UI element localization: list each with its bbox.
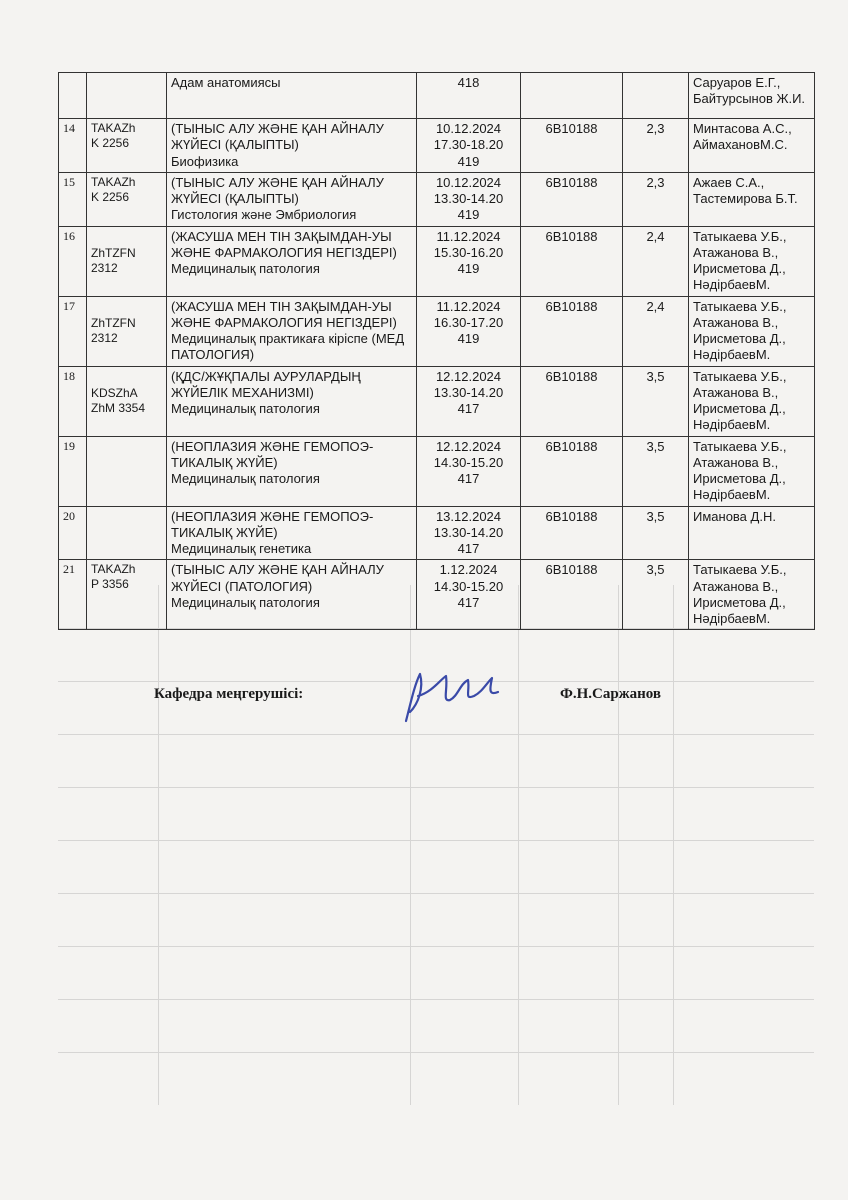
datetime-line: 17.30-18.20 (433, 137, 504, 153)
credits-cell: 2,4 (623, 226, 689, 296)
datetime-line: 10.12.2024 (435, 174, 502, 190)
teacher-name: Иманова Д.Н. (693, 508, 776, 524)
credits-cell (623, 73, 689, 119)
module-code-line: TAKAZh (91, 562, 136, 577)
module-code-cell (87, 73, 167, 119)
schedule-table (58, 72, 815, 630)
teacher-name: Татыкаева У.Б., (693, 298, 787, 314)
credits-cell: 3,5 (623, 560, 689, 630)
datetime-line: 419 (457, 153, 480, 169)
row-number-cell: 19 (59, 436, 87, 506)
module-code-line: P 3356 (91, 577, 129, 592)
teacher-name: Атажанова В., (693, 454, 779, 470)
teacher-name: НәдірбаевМ. (693, 487, 771, 503)
discipline-cell (167, 73, 417, 119)
module-name: (ЖАСУША МЕН ТІН ЗАҚЫМДАН-УЫ ЖӘНЕ ФАРМАКОЛОГИЯ НЕГІЗДЕРІ) (171, 298, 397, 330)
datetime-line: 13.30-14.20 (433, 524, 504, 540)
discipline-cell (167, 119, 417, 173)
subject-name: Биофизика (171, 153, 239, 169)
module-code-cell (87, 560, 167, 630)
datetime-room-cell (417, 73, 521, 119)
table-row (59, 119, 815, 173)
datetime-room-cell (417, 226, 521, 296)
teachers-cell (689, 506, 815, 560)
row-number-cell: 14 (59, 119, 87, 173)
datetime-line: 419 (457, 207, 480, 223)
module-code-line: ZhM 3354 (91, 401, 146, 415)
datetime-line: 13.12.2024 (435, 508, 502, 524)
teacher-name: Ирисметова Д., (693, 471, 786, 486)
datetime-line: 1.12.2024 (439, 562, 498, 578)
module-code-cell (87, 506, 167, 560)
teacher-name: Татыкаева У.Б., (693, 438, 787, 454)
table-row (59, 506, 815, 560)
teachers-cell (689, 226, 815, 296)
teacher-name: Байтурсынов Ж.И. (693, 91, 806, 107)
datetime-line: 12.12.2024 (435, 368, 502, 384)
head-of-department-name: Ф.Н.Саржанов (560, 686, 661, 702)
row-number-cell: 21 (59, 560, 87, 630)
teacher-name: НәдірбаевМ. (693, 611, 771, 626)
group-code-cell (521, 73, 623, 119)
module-code-cell (87, 172, 167, 226)
discipline-cell (167, 560, 417, 630)
datetime-line: 417 (457, 541, 480, 556)
show-through-table (58, 585, 814, 1105)
discipline-cell (167, 366, 417, 436)
teacher-name: Атажанова В., (693, 578, 779, 594)
datetime-line: 16.30-17.20 (433, 314, 504, 330)
teacher-name: Татыкаева У.Б., (693, 562, 787, 578)
datetime-line: 417 (457, 594, 480, 610)
signature-mark (398, 666, 508, 726)
teacher-name: Саруаров Е.Г., (693, 75, 781, 90)
row-number-cell (59, 73, 87, 119)
group-code-cell: 6В10188 (521, 226, 623, 296)
datetime-line: 11.12.2024 (436, 228, 501, 244)
table-row (59, 366, 815, 436)
module-code-cell (87, 436, 167, 506)
teacher-name: Ирисметова Д., (693, 594, 786, 610)
teacher-name: Татыкаева У.Б., (693, 368, 787, 384)
subject-name: Медициналық патология (171, 594, 320, 610)
module-name: (ЖАСУША МЕН ТІН ЗАҚЫМДАН-УЫ ЖӘНЕ ФАРМАКОЛОГИЯ НЕГІЗДЕРІ) (171, 228, 397, 260)
module-name: (ТЫНЫС АЛУ ЖӘНЕ ҚАН АЙНАЛУ ЖҮЙЕСІ (ҚАЛЫПТЫ) (171, 121, 384, 153)
teachers-cell (689, 560, 815, 630)
datetime-line: 15.30-16.20 (433, 244, 504, 260)
teacher-name: Атажанова В., (693, 384, 779, 400)
discipline-cell (167, 226, 417, 296)
module-code-line: TAKAZh (91, 174, 136, 189)
datetime-room-cell (417, 506, 521, 560)
datetime-line: 418 (457, 75, 480, 90)
teacher-name: НәдірбаевМ. (693, 417, 771, 433)
discipline-cell (167, 296, 417, 366)
table-row (59, 226, 815, 296)
teacher-name: Ирисметова Д., (693, 261, 786, 276)
teacher-name: Минтасова А.С., (693, 121, 792, 136)
subject-name: Медициналық генетика (171, 541, 312, 556)
datetime-line: 14.30-15.20 (433, 454, 504, 470)
teacher-name: Атажанова В., (693, 314, 779, 330)
module-code-line: ZhTZFN (91, 246, 136, 260)
datetime-line: 417 (457, 471, 480, 486)
teacher-name: АймахановМ.С. (693, 137, 788, 153)
datetime-room-cell (417, 172, 521, 226)
credits-cell: 2,4 (623, 296, 689, 366)
head-of-department-label: Кафедра меңгерушісі: (154, 686, 304, 702)
group-code-cell: 6В10188 (521, 366, 623, 436)
datetime-line: 419 (457, 331, 480, 346)
subject-name: Гистология және Эмбриология (171, 207, 357, 223)
module-code-cell (87, 366, 167, 436)
module-code-line: K 2256 (91, 136, 130, 150)
datetime-room-cell (417, 296, 521, 366)
row-number-cell: 18 (59, 366, 87, 436)
subject-name: Медициналық патология (171, 261, 320, 276)
module-code-line: 2312 (91, 261, 118, 275)
module-name: (НЕОПЛАЗИЯ ЖӘНЕ ГЕМОПОЭ-ТИКАЛЫҚ ЖҮЙЕ) (171, 508, 374, 540)
subject-name: Медициналық практикаға кіріспе (МЕД ПАТОЛОГИЯ) (171, 331, 405, 363)
datetime-room-cell (417, 436, 521, 506)
subject-name: Медициналық патология (171, 401, 320, 416)
datetime-line: 10.12.2024 (435, 121, 502, 136)
subject-name: Адам анатомиясы (171, 75, 281, 90)
module-code-line: KDSZhA (91, 386, 138, 400)
discipline-cell (167, 436, 417, 506)
table-row (59, 172, 815, 226)
module-name: (ТЫНЫС АЛУ ЖӘНЕ ҚАН АЙНАЛУ ЖҮЙЕСІ (ПАТОЛОГИЯ) (171, 562, 384, 594)
module-code-line: 2312 (91, 331, 118, 345)
table-row (59, 73, 815, 119)
credits-cell: 2,3 (623, 119, 689, 173)
group-code-cell: 6В10188 (521, 172, 623, 226)
module-name: (ТЫНЫС АЛУ ЖӘНЕ ҚАН АЙНАЛУ ЖҮЙЕСІ (ҚАЛЫПТЫ) (171, 174, 384, 206)
teachers-cell (689, 172, 815, 226)
teacher-name: Атажанова В., (693, 244, 779, 260)
teacher-name: Ирисметова Д., (693, 331, 786, 346)
group-code-cell: 6В10188 (521, 436, 623, 506)
datetime-line: 11.12.2024 (436, 298, 501, 314)
group-code-cell: 6В10188 (521, 560, 623, 630)
credits-cell: 3,5 (623, 506, 689, 560)
table-row (59, 436, 815, 506)
group-code-cell: 6В10188 (521, 119, 623, 173)
datetime-room-cell (417, 560, 521, 630)
module-code-cell (87, 226, 167, 296)
datetime-line: 14.30-15.20 (433, 578, 504, 594)
group-code-cell: 6В10188 (521, 296, 623, 366)
teachers-cell (689, 436, 815, 506)
module-code-cell (87, 296, 167, 366)
row-number-cell: 17 (59, 296, 87, 366)
teachers-cell (689, 296, 815, 366)
teachers-cell (689, 119, 815, 173)
datetime-room-cell (417, 366, 521, 436)
credits-cell: 3,5 (623, 366, 689, 436)
teacher-name: НәдірбаевМ. (693, 347, 771, 363)
module-code-line: TAKAZh (91, 121, 136, 135)
module-code-line: K 2256 (91, 189, 130, 204)
credits-cell: 2,3 (623, 172, 689, 226)
table-row (59, 560, 815, 630)
subject-name: Медициналық патология (171, 471, 320, 486)
discipline-cell (167, 172, 417, 226)
row-number-cell: 20 (59, 506, 87, 560)
row-number-cell: 16 (59, 226, 87, 296)
teacher-name: Ирисметова Д., (693, 401, 786, 416)
teacher-name: Ажаев С.А., (693, 174, 765, 190)
teacher-name: Татыкаева У.Б., (693, 228, 787, 244)
module-name: (ҚДС/ЖҰҚПАЛЫ АУРУЛАРДЫҢ ЖҮЙЕЛІК МЕХАНИЗМІ) (171, 368, 361, 400)
discipline-cell (167, 506, 417, 560)
table-row (59, 296, 815, 366)
datetime-line: 13.30-14.20 (433, 384, 504, 400)
module-name: (НЕОПЛАЗИЯ ЖӘНЕ ГЕМОПОЭ-ТИКАЛЫҚ ЖҮЙЕ) (171, 438, 374, 470)
teachers-cell (689, 73, 815, 119)
datetime-room-cell (417, 119, 521, 173)
teacher-name: НәдірбаевМ. (693, 277, 771, 293)
teacher-name: Тастемирова Б.Т. (693, 191, 798, 206)
group-code-cell: 6В10188 (521, 506, 623, 560)
module-code-line: ZhTZFN (91, 316, 136, 330)
credits-cell: 3,5 (623, 436, 689, 506)
row-number-cell: 15 (59, 172, 87, 226)
module-code-cell (87, 119, 167, 173)
datetime-line: 419 (457, 261, 480, 276)
teachers-cell (689, 366, 815, 436)
datetime-line: 12.12.2024 (435, 438, 502, 454)
datetime-line: 13.30-14.20 (433, 191, 504, 206)
datetime-line: 417 (457, 401, 480, 416)
